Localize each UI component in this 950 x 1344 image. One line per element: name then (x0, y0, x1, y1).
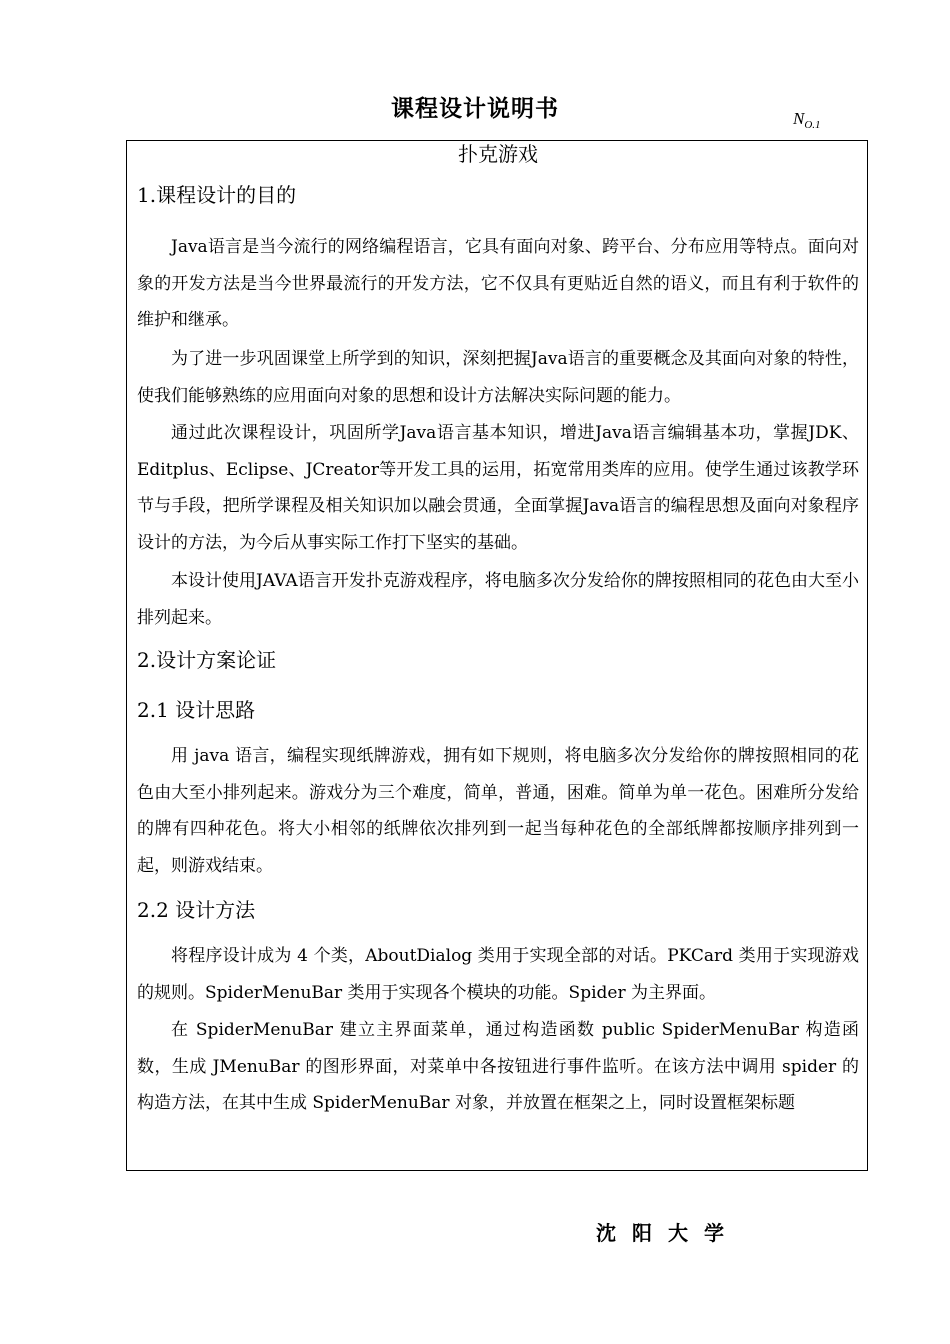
section-1-paragraph-4: 本设计使用JAVA语言开发扑克游戏程序，将电脑多次分发给你的牌按照相同的花色由大至小排列起来。 (137, 571, 859, 628)
page-number-main: N (793, 109, 805, 128)
footer-school-name: 沈阳大学 (596, 1221, 740, 1245)
page-number (793, 108, 821, 136)
section-1-paragraph-2: 为了进一步巩固课堂上所学到的知识，深刻把握Java语言的重要概念及其面向对象的特性，使我们能够熟练的应用面向对象的思想和设计方法解决实际问题的能力。 (137, 349, 859, 406)
section-1-heading: 1.课程设计的目的 (137, 183, 297, 207)
section-1-paragraph-1: Java语言是当今流行的网络编程语言，它具有面向对象、跨平台、分布应用等特点。面向对象的开发方法是当今世界最流行的开发方法，它不仅具有更贴近自然的语义，而且有利于软件的维护和继承。 (137, 237, 859, 330)
section-2-1-heading: 2.1 设计思路 (137, 698, 256, 722)
section-1-paragraph-3: 通过此次课程设计，巩固所学Java语言基本知识，增进Java语言编辑基本功，掌握JDK、Editplus、Eclipse、JCreator等开发工具的运用，拓宽常用类库的应用。使学生通过该教学环节与手段，把所学课程及相关知识加以融会贯通，全面掌握Java语言的编程思想及面向对象程序设计的方法，为今后从事实际工作打下坚实的基础。 (137, 423, 859, 553)
section-2-1-paragraph-1: 用 java 语言，编程实现纸牌游戏，拥有如下规则，将电脑多次分发给你的牌按照相同的花色由大至小排列起来。游戏分为三个难度，简单，普通，困难。简单为单一花色。困难所分发给的牌有四种花色。将大小相邻的纸牌依次排列到一起当每种花色的全部纸牌都按顺序排列到一起，则游戏结束。 (137, 746, 859, 876)
section-2-2-paragraph-2: 在 SpiderMenuBar 建立主界面菜单，通过构造函数 public SpiderMenuBar 构造函数，生成 JMenuBar 的图形界面，对菜单中各按钮进行事件监听。在该方法中调用 spider 的构造方法，在其中生成 SpiderMenuBar 对象，并放置在框架之上，同时设置框架标题 (137, 1020, 859, 1113)
page-number-sub: O.1 (804, 119, 821, 131)
page-title: 课程设计说明书 (391, 96, 559, 122)
section-2-heading: 2.设计方案论证 (137, 648, 277, 672)
document-title: 扑克游戏 (458, 142, 538, 166)
section-2-2-paragraph-1: 将程序设计成为 4 个类，AboutDialog 类用于实现全部的对话。PKCard 类用于实现游戏的规则。SpiderMenuBar 类用于实现各个模块的功能。Spider 为主界面。 (137, 946, 859, 1003)
content-box (126, 140, 868, 1171)
section-2-2-heading: 2.2 设计方法 (137, 898, 256, 922)
